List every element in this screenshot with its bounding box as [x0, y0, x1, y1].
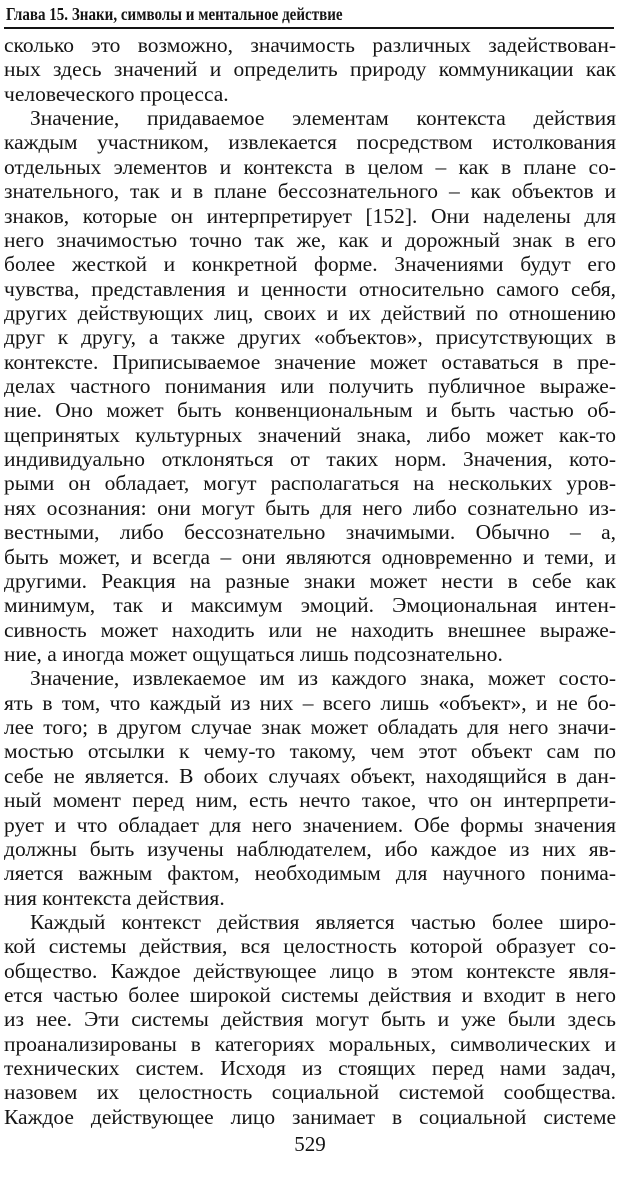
text-line: ных здесь значений и определить природу коммуникации как — [4, 57, 616, 82]
text-line: ный момент перед ним, есть нечто такое, что он интерпрети- — [4, 788, 616, 813]
text-line: минимум, так и максимум эмоций. Эмоциональная интен- — [4, 593, 616, 618]
text-line: технических систем. Исходя из стоящих перед нами задач, — [4, 1056, 616, 1081]
text-line: ять в том, что каждый из них – всего лишь «объект», и не бо- — [4, 690, 616, 715]
text-line: лее того; в другом случае знак может обладать для него значи- — [4, 715, 616, 740]
text-line: Каждое действующее лицо занимает в социальной системе — [4, 1104, 616, 1129]
text-line: ляется важным фактом, необходимым для научного понима- — [4, 861, 616, 886]
text-line: кой системы действия, вся целостность которой образует со- — [4, 934, 616, 959]
text-line: Значение, придаваемое элементам контекста действия — [30, 106, 616, 131]
text-line: должны быть изучены наблюдателем, ибо каждое из них яв- — [4, 836, 616, 861]
text-line: мостью отсылки к чему-то такому, чем этот объект сам по — [4, 739, 616, 764]
page-number: 529 — [294, 1132, 326, 1156]
text-line: отдельных элементов и контекста в целом – как в плане со- — [4, 154, 616, 179]
text-line: друг к другу, а также других «объектов», присутствующих в — [4, 325, 616, 350]
text-line: вестными, либо бессознательно значимыми. Обычно – а, — [4, 520, 616, 545]
text-line: ется частью более широкой системы действия и входит в него — [4, 983, 616, 1008]
running-header: Глава 15. Знаки, символы и ментальное действие — [6, 4, 343, 24]
header-rule — [4, 27, 614, 29]
text-line: Значение, извлекаемое им из каждого знака, может состо- — [30, 666, 616, 691]
text-line: контексте. Приписываемое значение может оставаться в пре- — [4, 349, 616, 374]
text-line: щепринятых культурных значений знака, либо может как-то — [4, 422, 616, 447]
text-line: Каждый контекст действия является частью более широ- — [30, 909, 616, 934]
text-line: ние. Оно может быть конвенциональным и быть частью об- — [4, 398, 616, 423]
text-line: рыми он обладает, могут располагаться на нескольких уров- — [4, 471, 616, 496]
text-line: ние, а иногда может ощущаться лишь подсознательно. — [4, 641, 503, 666]
text-line: чувства, представления и ценности относительно самого себя, — [4, 276, 616, 301]
text-line: него значимостью точно так же, как и дорожный знак в его — [4, 227, 616, 252]
text-line: общество. Каждое действующее лицо в этом контексте явля- — [4, 958, 616, 983]
text-line: себе не является. В обоих случаях объект, находящийся в дан- — [4, 763, 616, 788]
text-line: другими. Реакция на разные знаки может нести в себе как — [4, 568, 616, 593]
text-line: быть может, и всегда – они являются одновременно и теми, и — [4, 544, 616, 569]
text-line: ния контекста действия. — [4, 885, 225, 910]
text-line: делах частного понимания или получить публичное выраже- — [4, 374, 616, 399]
text-line: нях осознания: они могут быть для него либо сознательно из- — [4, 495, 616, 520]
text-line: сколько это возможно, значимость различных задействован- — [4, 33, 616, 57]
text-line: проанализированы в категориях моральных, символических и — [4, 1031, 616, 1056]
text-line: сивность может находить или не находить внешнее выраже- — [4, 617, 616, 642]
body-text — [4, 33, 616, 1129]
text-line: знательного, так и в плане бессознательного – как объектов и — [4, 179, 616, 204]
text-line: человеческого процесса. — [4, 81, 229, 106]
text-line: индивидуально отклоняться от таких норм. Значения, кото- — [4, 447, 616, 472]
text-line: более жесткой и конкретной форме. Значениями будут его — [4, 252, 616, 277]
text-line: из нее. Эти системы действия могут быть и уже были здесь — [4, 1007, 616, 1032]
text-line: знаков, которые он интерпретирует [152]. Они наделены для — [4, 203, 616, 228]
text-line: каждым участником, извлекается посредством истолкования — [4, 130, 616, 155]
text-line: других действующих лиц, своих и их действий по отношению — [4, 300, 616, 325]
text-line: рует и что обладает для него значением. Обе формы значения — [4, 812, 616, 837]
text-line: назовем их целостность социальной системой сообщества. — [4, 1080, 616, 1105]
